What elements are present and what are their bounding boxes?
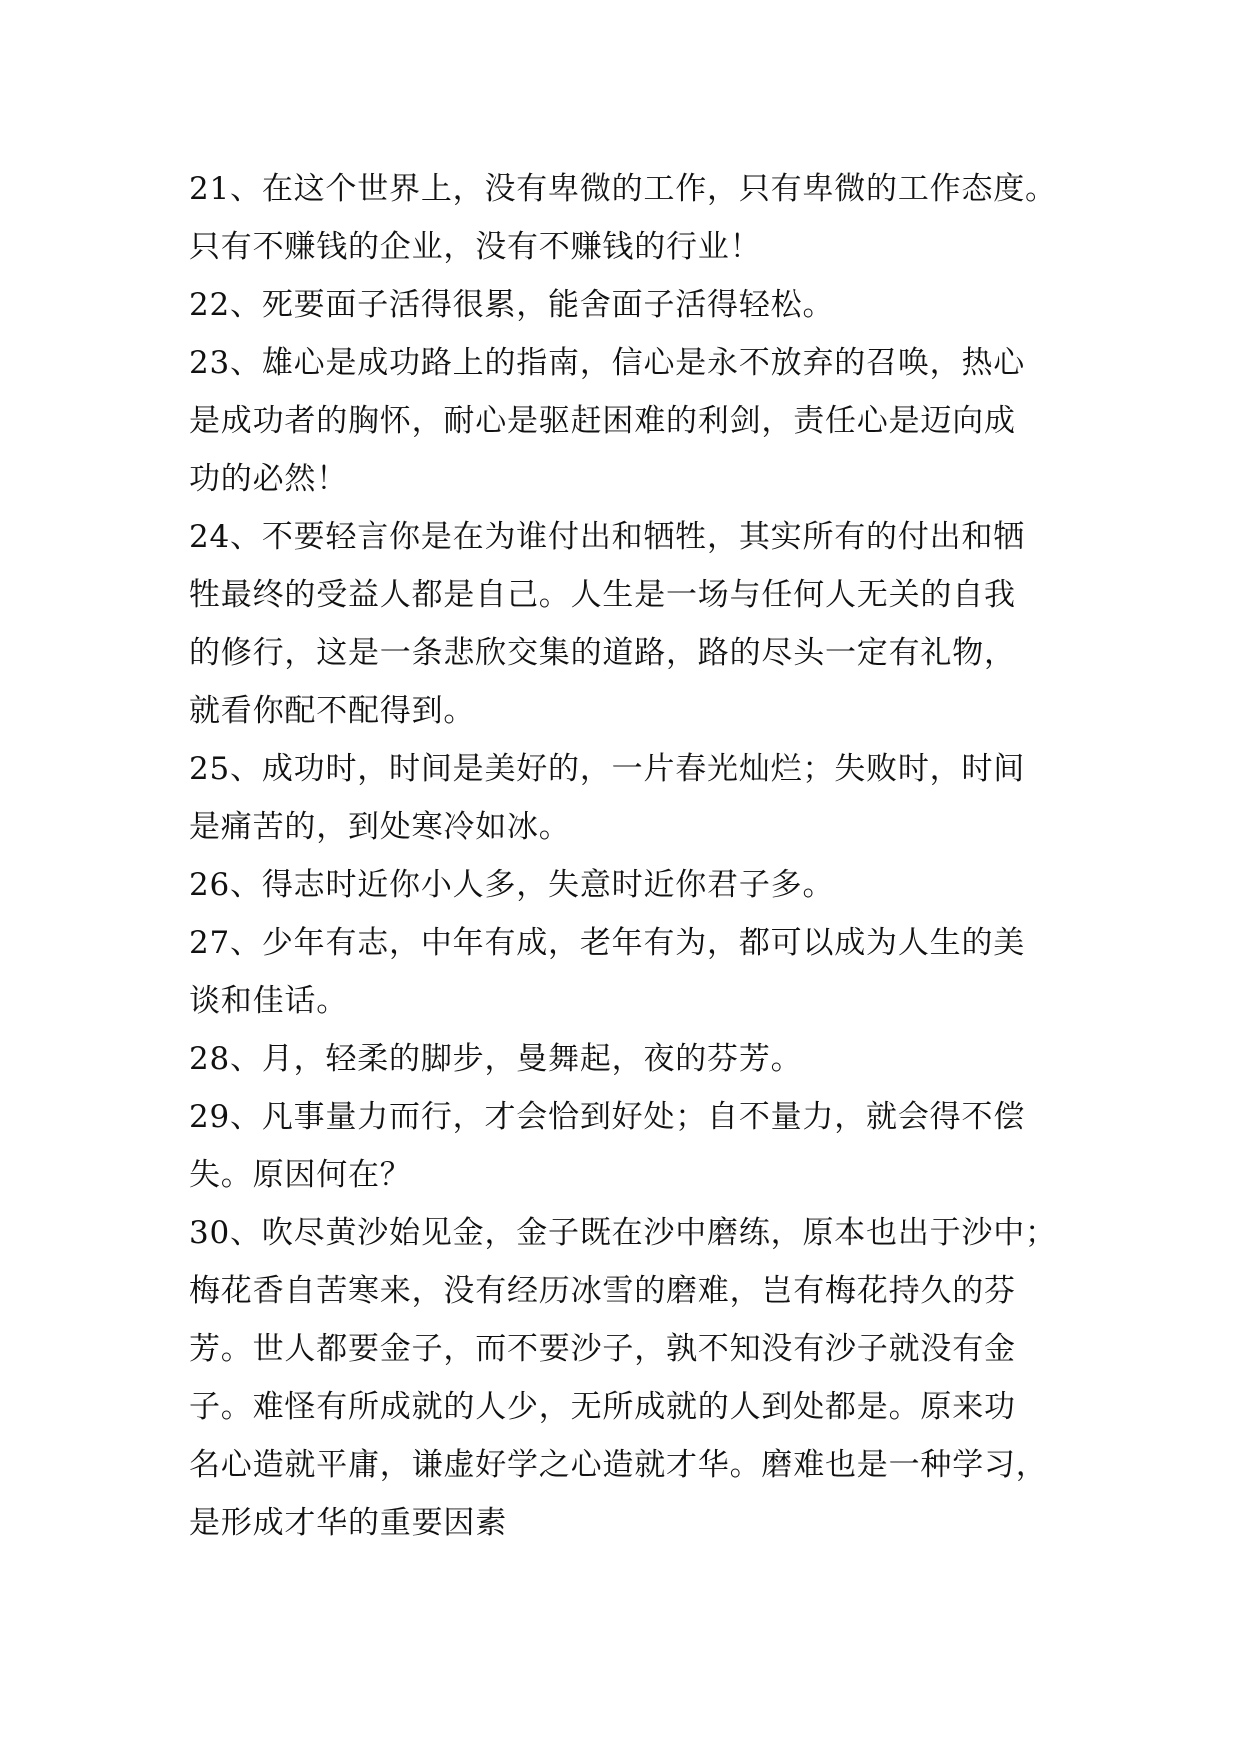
text-line: 是痛苦的，到处寒冷如冰。 xyxy=(189,809,571,845)
text-line: 名心造就平庸，谦虚好学之心造就才华。磨难也是一种学习， xyxy=(189,1447,1048,1483)
text-line: 谈和佳话。 xyxy=(189,983,348,1019)
text-line: 是成功者的胸怀，耐心是驱赶困难的利剑，责任心是迈向成 xyxy=(189,403,1016,439)
text-line: 牲最终的受益人都是自己。人生是一场与任何人无关的自我 xyxy=(189,577,1016,613)
text-line: 26、得志时近你小人多，失意时近你君子多。 xyxy=(189,867,835,903)
text-line: 23、雄心是成功路上的指南，信心是永不放弃的召唤，热心 xyxy=(189,345,1026,381)
text-line: 22、死要面子活得很累，能舍面子活得轻松。 xyxy=(189,287,835,323)
text-line: 功的必然！ xyxy=(189,461,348,497)
text-line: 的修行，这是一条悲欣交集的道路，路的尽头一定有礼物， xyxy=(189,635,1016,671)
text-line: 24、不要轻言你是在为谁付出和牺牲，其实所有的付出和牺 xyxy=(189,519,1026,555)
text-line: 梅花香自苦寒来，没有经历冰雪的磨难，岂有梅花持久的芬 xyxy=(189,1273,1016,1309)
text-line: 29、凡事量力而行，才会恰到好处；自不量力，就会得不偿 xyxy=(189,1099,1026,1135)
text-line: 21、在这个世界上，没有卑微的工作，只有卑微的工作态度。 xyxy=(189,171,1057,207)
document-body xyxy=(189,160,1069,1552)
text-line: 就看你配不配得到。 xyxy=(189,693,476,729)
text-line: 28、月，轻柔的脚步，曼舞起，夜的芬芳。 xyxy=(189,1041,803,1077)
text-line: 只有不赚钱的企业，没有不赚钱的行业！ xyxy=(189,229,762,265)
text-line: 27、少年有志，中年有成，老年有为，都可以成为人生的美 xyxy=(189,925,1026,961)
text-line: 25、成功时，时间是美好的，一片春光灿烂；失败时，时间 xyxy=(189,751,1026,787)
text-line: 芳。世人都要金子，而不要沙子，孰不知没有沙子就没有金 xyxy=(189,1331,1016,1367)
text-line: 失。原因何在？ xyxy=(189,1157,412,1193)
text-line: 是形成才华的重要因素 xyxy=(189,1505,507,1541)
text-line: 子。难怪有所成就的人少，无所成就的人到处都是。原来功 xyxy=(189,1389,1016,1425)
text-line: 30、吹尽黄沙始见金，金子既在沙中磨练，原本也出于沙中； xyxy=(189,1215,1057,1251)
